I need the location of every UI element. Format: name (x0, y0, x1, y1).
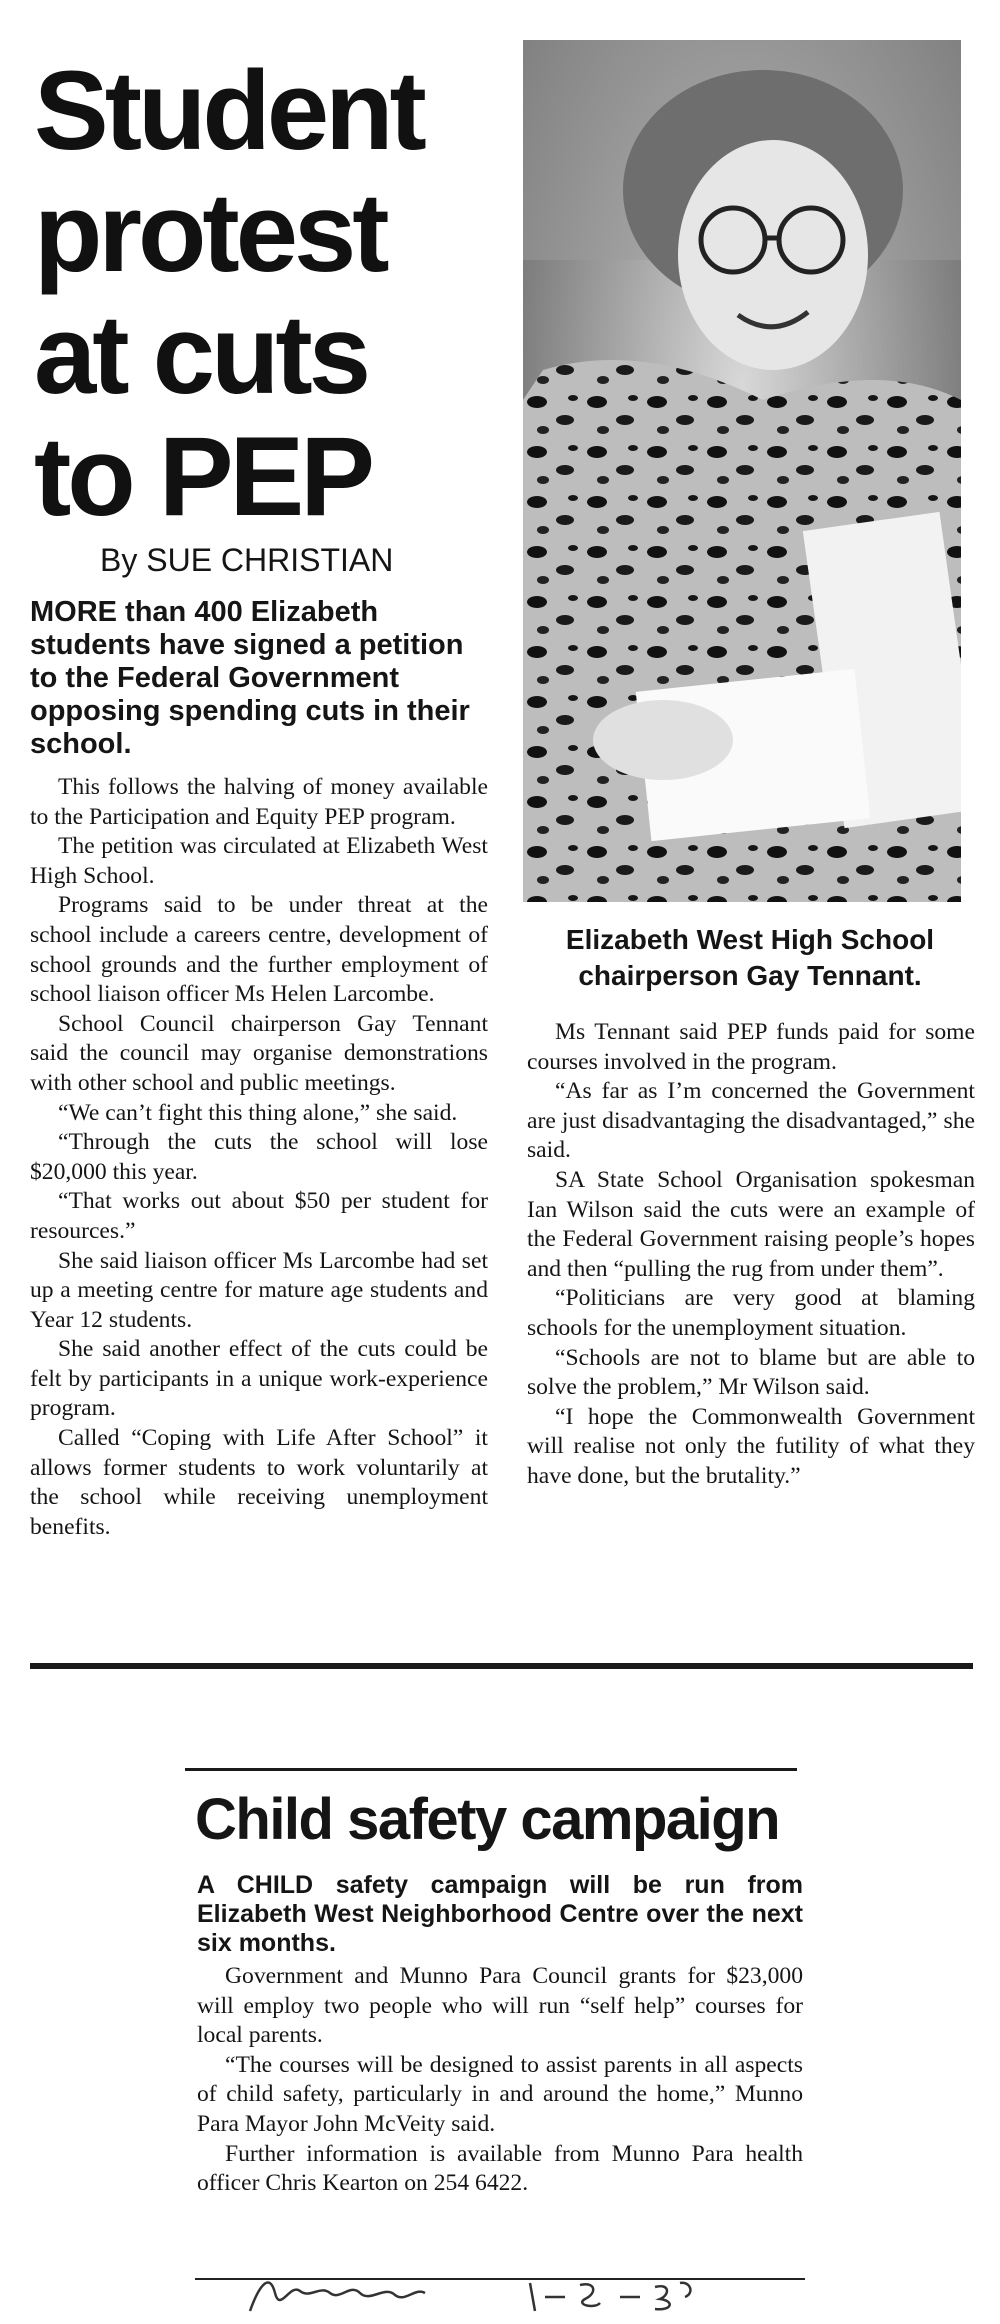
body-paragraph: The petition was circulated at Elizabeth West High School. (30, 833, 488, 889)
left-column (30, 773, 488, 1542)
headline-line: protest (34, 170, 386, 295)
body-paragraph: “Through the cuts the school will lose $20,000 this year. (30, 1129, 488, 1185)
body-paragraph: She said liaison officer Ms Larcombe had set up a meeting centre for mature age students and Year 12 students. (30, 1247, 488, 1333)
body-paragraph: This follows the halving of money available to the Participation and Equity PEP program. (30, 774, 488, 830)
body-paragraph: School Council chairperson Gay Tennant said the council may organise demonstrations with other school and public meetings. (30, 1010, 488, 1096)
lede-paragraph-child-safety: A CHILD safety campaign will be run from Elizabeth West Neighborhood Centre over the next six months. (197, 1871, 803, 1957)
body-paragraph: “The courses will be designed to assist parents in all aspects of child safety, particularly in and around the home,” Munno Para Mayor John McVeity said. (197, 2051, 803, 2137)
body-paragraph: Ms Tennant said PEP funds paid for some courses involved in the program. (527, 1019, 975, 1075)
body-paragraph: “I hope the Commonwealth Government will realise not only the futility of what they have done, but the brutality.” (527, 1403, 975, 1489)
body-paragraph: Called “Coping with Life After School” it allows former students to work voluntarily at the school while receiving unemployment benefits. (30, 1425, 488, 1540)
photo-caption: Elizabeth West High School chairperson Gay Tennant. (565, 924, 935, 991)
handwritten-annotation (200, 2263, 800, 2319)
headline-line: at cuts (34, 292, 367, 417)
body-paragraph: Programs said to be under threat at the school include a careers centre, development of school grounds and the further employment of school liaison officer Ms Helen Larcombe. (30, 892, 488, 1008)
headline-line: Student (34, 48, 423, 173)
lede-paragraph: MORE than 400 Elizabeth students have signed a petition to the Federal Government opposing spending cuts in their school. (30, 596, 470, 760)
article-top-rule (185, 1768, 797, 1771)
body-paragraph: “Politicians are very good at blaming schools for the unemployment situation. (527, 1285, 975, 1341)
headline-child-safety: Child safety campaign (195, 1787, 780, 1852)
handwritten-signature (200, 2263, 800, 2319)
body-paragraph: Further information is available from Munno Para health officer Chris Kearton on 254 6422. (197, 2140, 803, 2197)
child-safety-body (197, 1962, 803, 2199)
body-paragraph: “We can’t fight this thing alone,” she said. (58, 1099, 458, 1126)
headline-line: to PEP (34, 414, 371, 539)
body-paragraph: “That works out about $50 per student for resources.” (30, 1188, 488, 1244)
body-paragraph: She said another effect of the cuts could be felt by participants in a unique work-experience program. (30, 1336, 488, 1422)
body-paragraph: “Schools are not to blame but are able to solve the problem,” Mr Wilson said. (527, 1344, 975, 1401)
portrait-photo (523, 40, 961, 902)
byline: By SUE CHRISTIAN (100, 542, 394, 578)
right-column (527, 1018, 975, 1492)
body-paragraph: “As far as I’m concerned the Government are just disadvantaging the disadvantaged,” she said. (527, 1078, 975, 1164)
section-divider (30, 1663, 973, 1669)
body-paragraph: Government and Munno Para Council grants for $23,000 will employ two people who will run “self help” courses for local parents. (197, 1963, 803, 2049)
body-paragraph: SA State School Organisation spokesman Ian Wilson said the cuts were an example of the Federal Government raising people’s hopes and then “pulling the rug from under them”. (527, 1166, 975, 1282)
photo-illustration (523, 40, 961, 902)
headline (34, 50, 504, 538)
